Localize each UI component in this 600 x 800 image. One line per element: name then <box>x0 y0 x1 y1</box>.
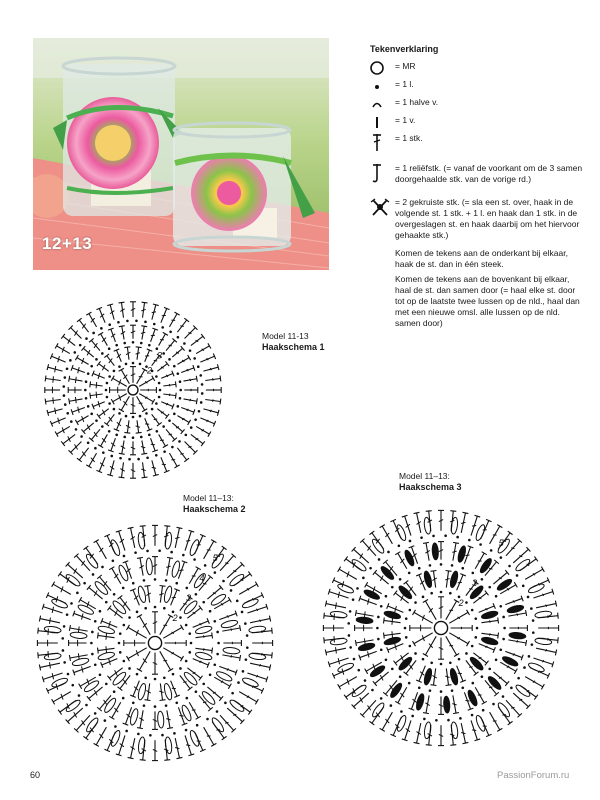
svg-text:4: 4 <box>485 558 491 569</box>
photo-model-label: 12+13 <box>42 234 93 253</box>
watermark: PassionForum.ru <box>497 770 570 781</box>
svg-text:2: 2 <box>147 365 153 376</box>
svg-text:5: 5 <box>498 538 504 549</box>
schema-1-model: Model 11-13 <box>262 331 309 341</box>
svg-text:5: 5 <box>212 553 218 564</box>
schema-3-diagram <box>323 510 558 745</box>
svg-text:3: 3 <box>472 578 478 589</box>
legend-item-text: = 2 gekruiste stk. (= sla een st. over, haak in de volgende st. 1 stk. + 1 l. en haak dan 1 stk. in de overgeslagen st. en haak daarbij om het hiervoor gehaakte stk.) <box>395 197 580 240</box>
schema-3-title: Haakschema 3 <box>399 482 462 492</box>
page-number: 60 <box>30 770 41 780</box>
schema-3-caption <box>399 471 462 493</box>
legend-item-text: = MR <box>395 61 416 71</box>
legend-title: Tekenverklaring <box>370 44 439 54</box>
svg-text:2: 2 <box>458 598 464 609</box>
legend-note-top: Komen de tekens aan de bovenkant bij elkaar, haal de st. dan samen door (= haal elke st. door tot op de laatste twee lussen op de nld., haal dan met een nieuwe omsl. alle lussen op de nld. samen door) <box>395 274 580 328</box>
legend-item-text: = 1 v. <box>395 115 416 125</box>
svg-text:3: 3 <box>157 350 163 361</box>
schema-1-diagram <box>45 302 221 478</box>
schema-3-model: Model 11–13: <box>399 471 450 481</box>
schema-1-title: Haakschema 1 <box>262 342 325 352</box>
schema-2-model: Model 11–13: <box>183 493 234 503</box>
schema-2-caption <box>183 493 246 515</box>
svg-text:3: 3 <box>186 593 192 604</box>
schema-2-title: Haakschema 2 <box>183 504 246 514</box>
legend-item-text: = 1 halve v. <box>395 97 439 107</box>
schema-2-diagram <box>37 525 272 760</box>
svg-text:4: 4 <box>199 573 205 584</box>
legend-item-text: = 1 stk. <box>395 133 423 143</box>
legend-item-text: = 1 reliëfstk. (= vanaf de voorkant om de 3 samen doorgehaalde stk. van de vorige rd.) <box>395 163 583 184</box>
legend-item-text: = 1 l. <box>395 79 414 89</box>
schema-1-caption <box>262 331 325 353</box>
svg-text:2: 2 <box>172 613 178 624</box>
legend-note-bottom: Komen de tekens aan de onderkant bij elkaar, haak de st. dan in één steek. <box>395 248 568 269</box>
